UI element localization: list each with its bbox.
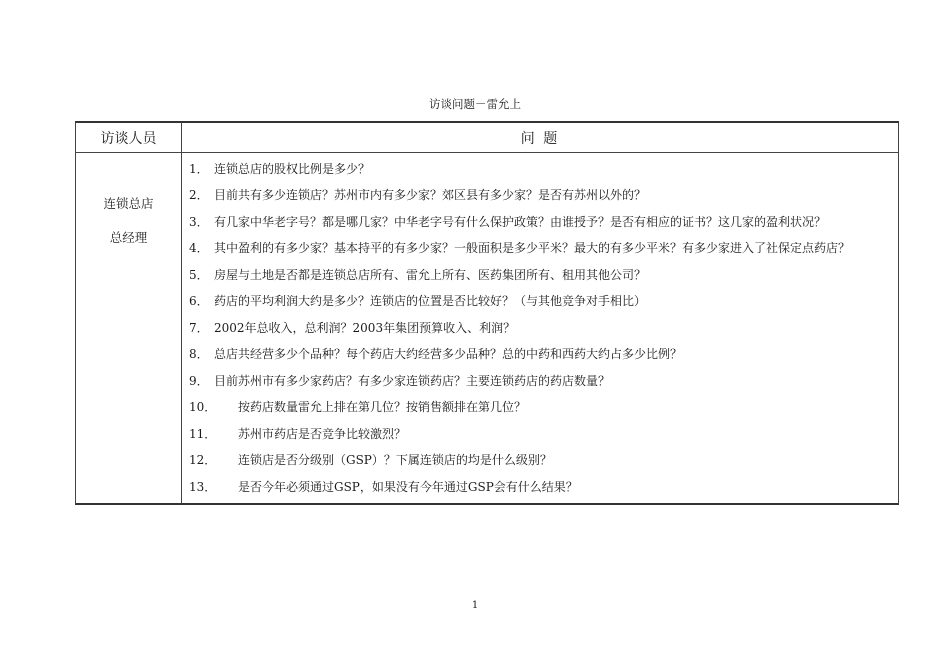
question-text: 是否今年必须通过GSP，如果没有今年通过GSP会有什么结果？ — [238, 479, 578, 494]
interviewee-line-1: 连锁总店 — [103, 196, 154, 211]
question-text: 目前共有多少连锁店？苏州市内有多少家？郊区县有多少家？是否有苏州以外的？ — [214, 188, 647, 202]
interview-table — [75, 121, 899, 505]
question-text: 其中盈利的有多少家？基本持平的有多少家？一般面积是多少平米？最大的有多少平米？有多少家进入了社保定点药店？ — [214, 241, 851, 255]
question-number: 12． — [189, 453, 217, 467]
table-body-row — [76, 153, 898, 503]
question-text: 有几家中华老字号？都是哪几家？中华老字号有什么保护政策？由谁授予？是否有相应的证书？这几家的盈利状况？ — [214, 214, 827, 229]
question-text: 连锁店是否分级别（GSP）？下属连锁店的均是什么级别？ — [238, 453, 552, 467]
question-item — [189, 342, 892, 369]
question-number: 10． — [189, 400, 217, 414]
question-number: 8． — [189, 347, 209, 361]
question-text: 苏州市药店是否竞争比较激烈？ — [238, 426, 407, 441]
question-item — [189, 448, 892, 475]
question-number: 9． — [189, 373, 209, 388]
question-item — [189, 395, 892, 422]
question-item — [189, 183, 892, 210]
question-item — [189, 236, 892, 263]
question-text: 连锁总店的股权比例是多少？ — [214, 161, 371, 176]
question-text: 目前苏州市有多少家药店？有多少家连锁药店？主要连锁药店的药店数量？ — [214, 373, 611, 388]
question-number: 7． — [189, 320, 209, 335]
interviewee-cell — [76, 153, 182, 503]
question-number: 4． — [189, 241, 209, 255]
question-item — [189, 156, 892, 183]
question-text: 房屋与土地是否都是连锁总店所有、雷允上所有、医药集团所有、租用其他公司？ — [214, 267, 647, 282]
document-title: 访谈问题－雷允上 — [429, 97, 521, 111]
question-item — [189, 474, 892, 501]
question-text: 药店的平均利润大约是多少？连锁店的位置是否比较好？（与其他竞争对手相比） — [214, 294, 647, 308]
question-number: 6． — [189, 294, 209, 308]
question-text: 总店共经营多少个品种？每个药店大约经营多少品种？总的中药和西药大约占多少比例？ — [214, 347, 683, 361]
table-header-row — [76, 123, 898, 153]
question-number: 13． — [189, 479, 217, 494]
question-item — [189, 262, 892, 289]
question-number: 11． — [189, 426, 217, 441]
header-interviewee: 访谈人员 — [76, 123, 182, 152]
question-number: 1． — [189, 161, 209, 176]
question-item — [189, 315, 892, 342]
page-number: 1 — [471, 600, 479, 611]
question-number: 5． — [189, 267, 209, 282]
question-item — [189, 289, 892, 316]
question-number: 2． — [189, 188, 209, 202]
question-text: 2002年总收入，总利润？2003年集团预算收入、利润？ — [214, 320, 516, 335]
question-number: 3． — [189, 214, 209, 229]
question-text: 按药店数量雷允上排在第几位？按销售额排在第几位？ — [238, 400, 527, 414]
interviewee-line-2: 总经理 — [109, 230, 148, 245]
header-questions: 问 题 — [520, 130, 560, 147]
question-item — [189, 209, 892, 236]
question-item — [189, 368, 892, 395]
questions-cell — [182, 153, 898, 503]
question-item — [189, 421, 892, 448]
